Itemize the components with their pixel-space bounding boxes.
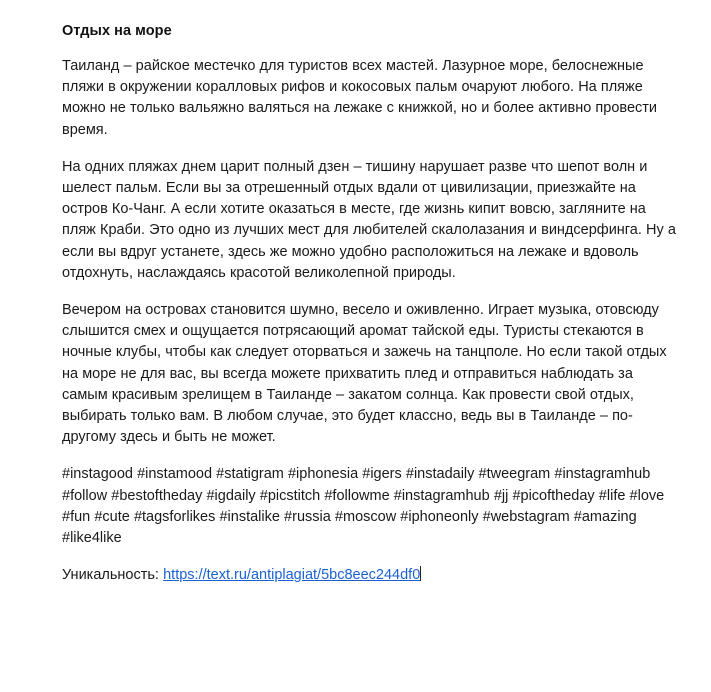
uniqueness-label: Уникальность:	[62, 567, 159, 584]
paragraph-2: На одних пляжах днем царит полный дзен – тишину нарушает разве что шепот волн и шелест пальм. Если вы за отрешенный отдых вдали от цивилизации, приезжайте на остров Ко-Чанг. А если хотите оказаться в месте, где жизнь кипит вовсю, загляните на пляж Краби. Это одно из лучших мест для любителей скалолазания и виндсерфинга. Ну а если вы вдруг устанете, здесь же можно удобно расположиться на лежаке и вдоволь отдохнуть, наслаждаясь красотой великолепной природы.	[62, 158, 676, 281]
paragraph-3: Вечером на островах становится шумно, весело и оживленно. Играет музыка, отовсюду слышится смех и ощущается потрясающий аромат тайской еды. Туристы стекаются в ночные клубы, чтобы как следует оторваться и зажечь на танцполе. Но если такой отдых на море не для вас, вы всегда можете прихватить плед и отправиться наблюдать за самым красивым зрелищем в Таиланде – закатом солнца. Как провести свой отдых, выбирать только вам. В любом случае, это будет классно, ведь вы в Таиланде – по-другому здесь и быть не может.	[62, 302, 667, 446]
text-caret	[420, 566, 421, 581]
paragraph-1: Таиланд – райское местечко для туристов всех мастей. Лазурное море, белоснежные пляжи в окружении коралловых рифов и кокосовых пальм очаруют любого. На пляже можно не только вальяжно валяться на лежаке с книжкой, но и более активно провести время.	[62, 58, 657, 138]
page-title: Отдых на море	[62, 23, 172, 39]
uniqueness-line	[62, 565, 680, 586]
uniqueness-link[interactable]: https://text.ru/antiplagiat/5bc8eec244df0	[163, 567, 421, 584]
hashtags-block: #instagood #instamood #statigram #iphonesia #igers #instadaily #tweegram #instagramhub #follow #bestoftheday #igdaily #picstitch #followme #instagramhub #jj #picoftheday #life #love #fun #cute #tagsforlikes #instalike #russia #moscow #iphoneonly #webstagram #amazing #like4like	[62, 466, 665, 547]
